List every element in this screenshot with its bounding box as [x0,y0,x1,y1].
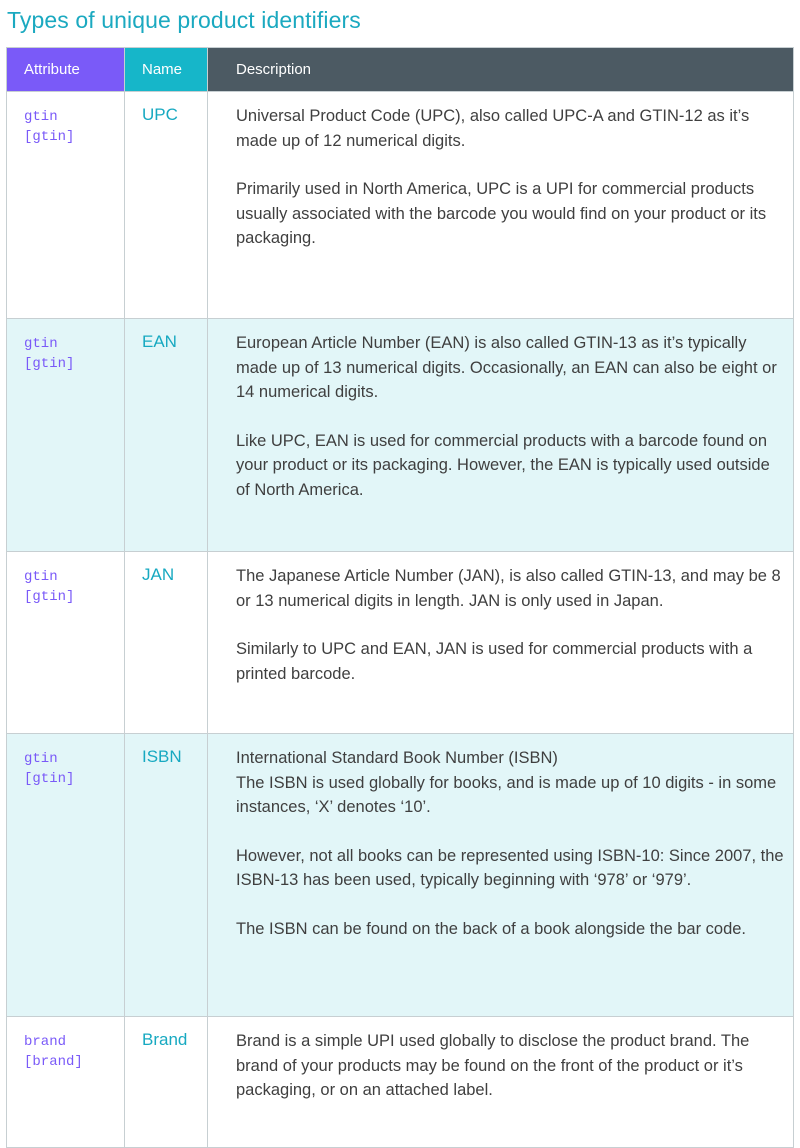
column-header-attribute: Attribute [7,48,125,92]
table-row [7,319,794,552]
identifier-name: EAN [125,319,208,552]
attribute-key: [gtin] [24,356,75,372]
attribute-name: brand [24,1034,67,1050]
description-paragraph: European Article Number (EAN) is also called GTIN-13 as it’s typically made up of 13 numerical digits. Occasionally, an EAN can also be eight or 14 numerical digits. [236,334,777,401]
description-paragraph: The ISBN is used globally for books, and is made up of 10 digits - in some instances, ‘X’ denotes ‘10’. [236,773,777,816]
identifiers-table [6,47,794,1148]
identifier-name: UPC [125,92,208,319]
description-cell [208,319,794,552]
attribute-name: gtin [24,751,58,767]
attribute-cell [7,552,125,734]
attribute-key: [gtin] [24,771,75,787]
table-header-row [7,48,794,92]
column-header-name: Name [125,48,208,92]
table-row [7,734,794,1017]
table-row [7,552,794,734]
table-row [7,1017,794,1148]
attribute-key: [gtin] [24,589,75,605]
page-title: Types of unique product identifiers [7,7,361,33]
table-row [7,92,794,319]
description-paragraph: The ISBN can be found on the back of a book alongside the bar code. [236,919,747,938]
identifier-name: ISBN [125,734,208,1017]
column-header-description: Description [208,48,794,92]
description-cell [208,1017,794,1148]
description-heading: International Standard Book Number (ISBN) [236,749,558,767]
description-paragraph: Like UPC, EAN is used for commercial products with a barcode found on your product or its packaging. However, the EAN is typically used outside of North America. [236,431,770,499]
attribute-name: gtin [24,569,58,585]
description-paragraph: The Japanese Article Number (JAN), is also called GTIN-13, and may be 8 or 13 numerical digits in length. JAN is only used in Japan. [236,567,781,610]
attribute-name: gtin [24,109,58,125]
identifier-name: Brand [125,1017,208,1148]
attribute-cell [7,1017,125,1148]
description-paragraph: Universal Product Code (UPC), also called UPC-A and GTIN-12 as it’s made up of 12 numerical digits. [236,107,750,150]
attribute-key: [gtin] [24,129,75,145]
description-paragraph: Brand is a simple UPI used globally to disclose the product brand. The brand of your products may be found on the front of the product or it’s packaging, or on an attached label. [236,1032,750,1099]
identifier-name: JAN [125,552,208,734]
description-paragraph: Similarly to UPC and EAN, JAN is used for commercial products with a printed barcode. [236,640,753,683]
description-cell [208,92,794,319]
description-cell [208,734,794,1017]
attribute-cell [7,92,125,319]
attribute-key: [brand] [24,1054,83,1070]
attribute-name: gtin [24,336,58,352]
description-paragraph: However, not all books can be represented using ISBN-10: Since 2007, the ISBN-13 has been used, typically beginning with ‘978’ or ‘979’. [236,846,784,889]
description-cell [208,552,794,734]
attribute-cell [7,734,125,1017]
attribute-cell [7,319,125,552]
description-paragraph: Primarily used in North America, UPC is a UPI for commercial products usually associated with the barcode you would find on your product or its packaging. [236,180,767,247]
